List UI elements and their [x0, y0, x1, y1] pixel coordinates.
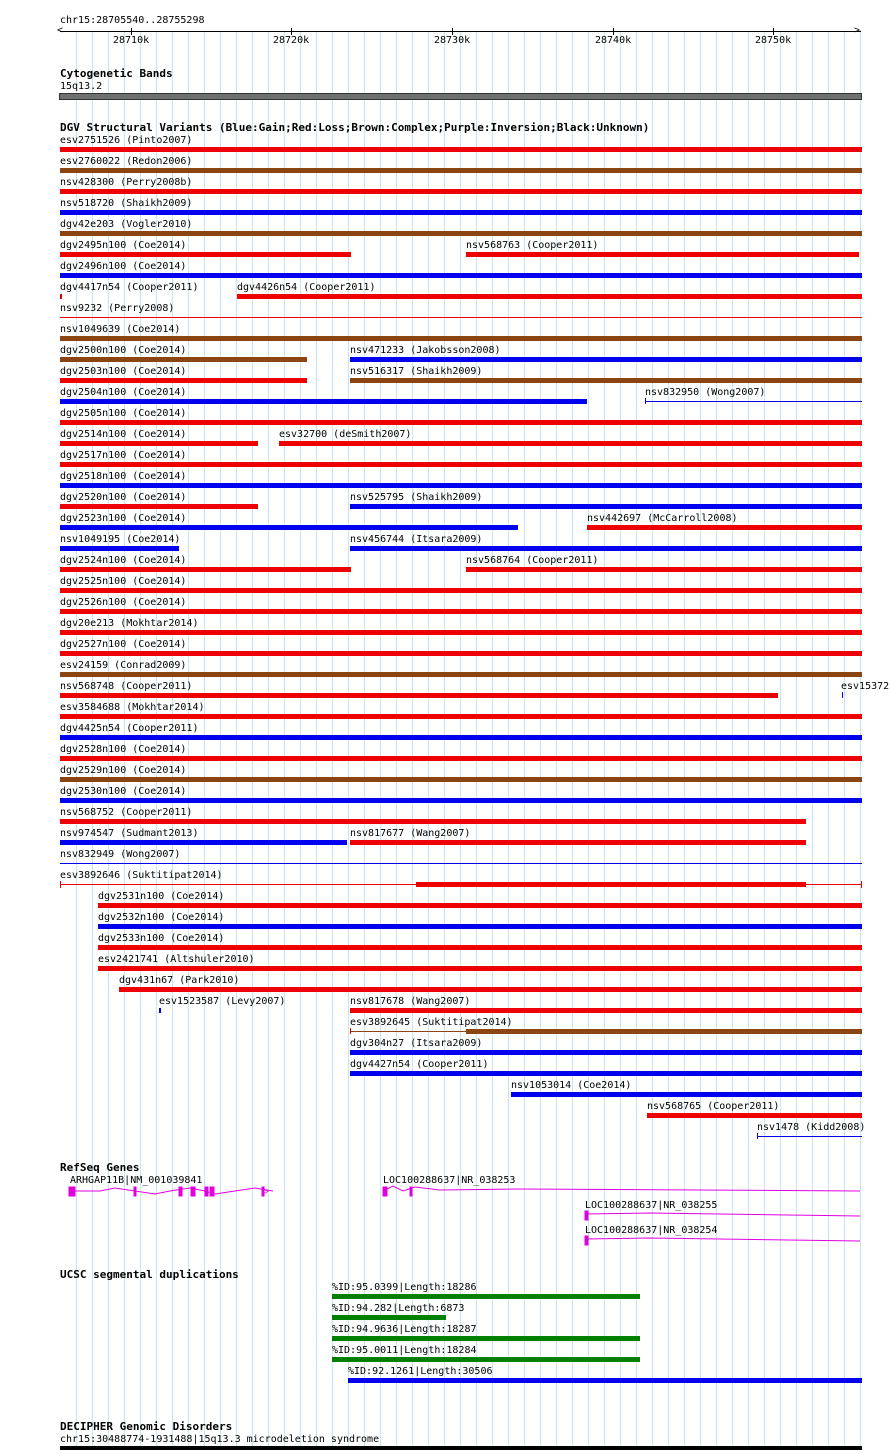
segdup-label: %ID:95.0011|Length:18284	[332, 1345, 477, 1356]
variant-label: dgv42e203 (Vogler2010)	[60, 219, 193, 230]
variant-label: dgv2529n100 (Coe2014)	[60, 765, 187, 776]
variant-label: esv3892646 (Suktitipat2014)	[60, 870, 223, 881]
variant-label: dgv2525n100 (Coe2014)	[60, 576, 187, 587]
variant-label: dgv2500n100 (Coe2014)	[60, 345, 187, 356]
variant-label: dgv2504n100 (Coe2014)	[60, 387, 187, 398]
variant-label: nsv456744 (Itsara2009)	[350, 534, 483, 545]
variant-label: dgv2495n100 (Coe2014)	[60, 240, 187, 251]
variant-label: nsv1049639 (Coe2014)	[60, 324, 181, 335]
variant-label: dgv4426n54 (Cooper2011)	[237, 282, 376, 293]
variant-label: nsv568752 (Cooper2011)	[60, 807, 193, 818]
ruler-tick-label: 28750k	[755, 35, 792, 46]
variant-label: nsv1478 (Kidd2008)	[757, 1122, 866, 1133]
variant-label: dgv2503n100 (Coe2014)	[60, 366, 187, 377]
ruler-tick-label: 28740k	[595, 35, 632, 46]
variant-label: nsv832950 (Wong2007)	[645, 387, 766, 398]
variant-label: esv15372	[841, 681, 890, 692]
svg-text:>: >	[264, 1187, 269, 1196]
segdup-bar[interactable]	[332, 1357, 640, 1362]
variant-label: nsv817678 (Wang2007)	[350, 996, 471, 1007]
variant-label: dgv2527n100 (Coe2014)	[60, 639, 187, 650]
variant-label: dgv2518n100 (Coe2014)	[60, 471, 187, 482]
decipher-bar[interactable]	[60, 1446, 862, 1450]
variant-label: dgv2528n100 (Coe2014)	[60, 744, 187, 755]
variant-label: dgv2496n100 (Coe2014)	[60, 261, 187, 272]
variant-label: nsv568764 (Cooper2011)	[466, 555, 599, 566]
variant-label: dgv20e213 (Mokhtar2014)	[60, 618, 199, 629]
variant-label: nsv1049195 (Coe2014)	[60, 534, 181, 545]
decipher-label: chr15:30488774-1931488|15q13.3 microdeletion syndrome	[60, 1434, 380, 1445]
variant-label: esv24159 (Conrad2009)	[60, 660, 187, 671]
variant-label: dgv4417n54 (Cooper2011)	[60, 282, 199, 293]
segdup-label: %ID:92.1261|Length:30506	[348, 1366, 493, 1377]
gene-label: ARHGAP11B|NM_001039841	[70, 1175, 203, 1186]
variant-label: dgv2524n100 (Coe2014)	[60, 555, 187, 566]
ruler-coordinates: chr15:28705540..28755298	[60, 15, 205, 26]
variant-label: nsv1053014 (Coe2014)	[511, 1080, 632, 1091]
ruler-tick-label: 28710k	[113, 35, 150, 46]
variant-label: esv2760022 (Redon2006)	[60, 156, 193, 167]
cytoband-track-title[interactable]: Cytogenetic Bands	[60, 67, 173, 80]
variant-label: esv1523587 (Levy2007)	[159, 996, 286, 1007]
variant-label: nsv9232 (Perry2008)	[60, 303, 175, 314]
variant-label: dgv2517n100 (Coe2014)	[60, 450, 187, 461]
ruler-left-arrow-icon[interactable]: <	[57, 25, 64, 36]
variant-label: dgv2523n100 (Coe2014)	[60, 513, 187, 524]
variant-label: dgv2530n100 (Coe2014)	[60, 786, 187, 797]
variant-label: nsv568763 (Cooper2011)	[466, 240, 599, 251]
variant-label: nsv568748 (Cooper2011)	[60, 681, 193, 692]
segdup-label: %ID:94.282|Length:6873	[332, 1303, 465, 1314]
variant-label: dgv2526n100 (Coe2014)	[60, 597, 187, 608]
variant-label: dgv4427n54 (Cooper2011)	[350, 1059, 489, 1070]
variant-label: nsv974547 (Sudmant2013)	[60, 828, 199, 839]
gene-label: LOC100288637|NR_038254	[585, 1225, 718, 1236]
variant-label: dgv304n27 (Itsara2009)	[350, 1038, 483, 1049]
variant-label: dgv2532n100 (Coe2014)	[98, 912, 225, 923]
variant-label: nsv428300 (Perry2008b)	[60, 177, 193, 188]
dgv-track-title[interactable]: DGV Structural Variants (Blue:Gain;Red:Loss;Brown:Complex;Purple:Inversion;Black:Unknown)	[60, 121, 650, 134]
variant-label: esv3892645 (Suktitipat2014)	[350, 1017, 513, 1028]
ruler-tick-label: 28720k	[273, 35, 310, 46]
segdup-label: %ID:95.0399|Length:18286	[332, 1282, 477, 1293]
variant-label: nsv832949 (Wong2007)	[60, 849, 181, 860]
variant-label: dgv431n67 (Park2010)	[119, 975, 240, 986]
segdup-track-title[interactable]: UCSC segmental duplications	[60, 1268, 239, 1281]
variant-label: nsv525795 (Shaikh2009)	[350, 492, 483, 503]
segdup-bar[interactable]	[332, 1294, 640, 1299]
variant-label: dgv2505n100 (Coe2014)	[60, 408, 187, 419]
variant-label: esv2751526 (Pinto2007)	[60, 135, 193, 146]
gene-label: LOC100288637|NR_038255	[585, 1200, 718, 1211]
variant-label: esv3584688 (Mokhtar2014)	[60, 702, 205, 713]
segdup-bar[interactable]	[332, 1336, 640, 1341]
ruler-tick-label: 28730k	[434, 35, 471, 46]
variant-label: dgv4425n54 (Cooper2011)	[60, 723, 199, 734]
variant-label: nsv518720 (Shaikh2009)	[60, 198, 193, 209]
variant-label: esv32700 (deSmith2007)	[279, 429, 412, 440]
variant-label: nsv442697 (McCarroll2008)	[587, 513, 738, 524]
cytoband-label: 15q13.2	[60, 81, 103, 92]
decipher-track-title[interactable]: DECIPHER Genomic Disorders	[60, 1420, 233, 1433]
refseq-track-title[interactable]: RefSeq Genes	[60, 1161, 140, 1174]
segdup-bar[interactable]	[332, 1315, 446, 1320]
variant-label: esv2421741 (Altshuler2010)	[98, 954, 255, 965]
variant-label: dgv2514n100 (Coe2014)	[60, 429, 187, 440]
variant-label: nsv817677 (Wang2007)	[350, 828, 471, 839]
variant-label: dgv2531n100 (Coe2014)	[98, 891, 225, 902]
variant-label: dgv2533n100 (Coe2014)	[98, 933, 225, 944]
variant-label: nsv471233 (Jakobsson2008)	[350, 345, 501, 356]
gene-label: LOC100288637|NR_038253	[383, 1175, 516, 1186]
variant-label: dgv2520n100 (Coe2014)	[60, 492, 187, 503]
ruler-right-arrow-icon[interactable]: >	[854, 25, 861, 36]
segdup-bar[interactable]	[348, 1378, 862, 1383]
variant-label: nsv516317 (Shaikh2009)	[350, 366, 483, 377]
segdup-label: %ID:94.9636|Length:18287	[332, 1324, 477, 1335]
variant-label: nsv568765 (Cooper2011)	[647, 1101, 780, 1112]
